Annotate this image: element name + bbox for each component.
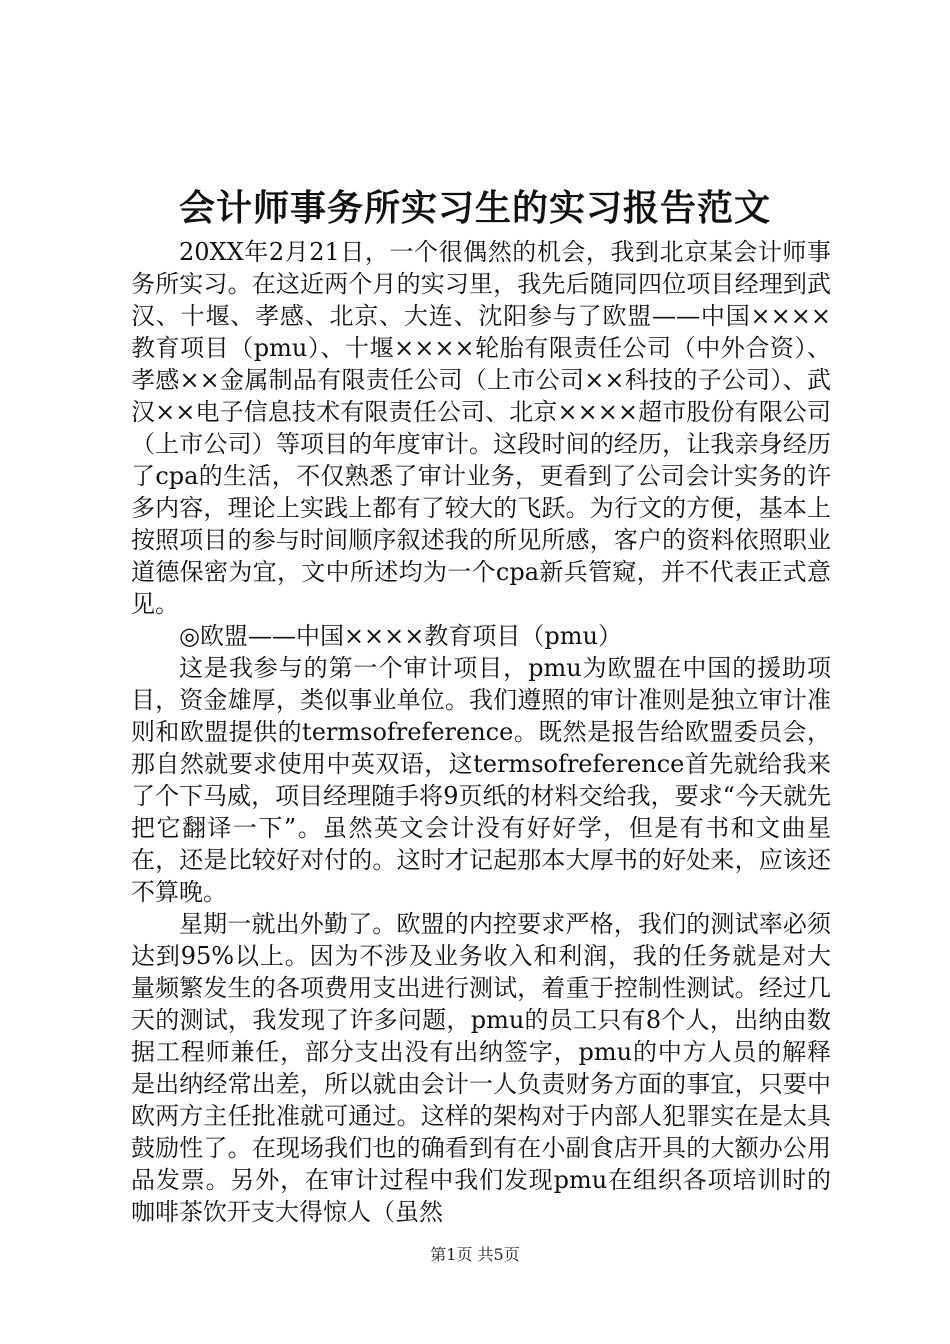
paragraph-intro: 20XX年2月21日，一个很偶然的机会，我到北京某会计师事务所实习。在这近两个月的实习里，我先后随同四位项目经理到武汉、十堰、孝感、北京、大连、沈阳参与了欧盟——中国××××教育项目（pmu）、十堰××××轮胎有限责任公司（中外合资）、孝感××金属制品有限责任公司（上市公司××科技的子公司）、武汉××电子信息技术有限责任公司、北京××××超市股份有限公司（上市公司）等项目的年度审计。这段时间的经历，让我亲身经历了cpa的生活，不仅熟悉了审计业务，更看到了公司会计实务的许多内容，理论上实践上都有了较大的飞跃。为行文的方便，基本上按照项目的参与时间顺序叙述我的所见所感，客户的资料依照职业道德保密为宜，文中所述均为一个cpa新兵管窥，并不代表正式意见。 — [131, 238, 831, 618]
paragraph-fieldwork: 星期一就出外勤了。欧盟的内控要求严格，我们的测试率必须达到95%以上。因为不涉及业务收入和利润，我的任务就是对大量频繁发生的各项费用支出进行测试，着重于控制性测试。经过几天的测试，我发现了许多问题，pmu的员工只有8个人，出纳由数据工程师兼任，部分支出没有出纳签字，pmu的中方人员的解释是出纳经常出差，所以就由会计一人负责财务方面的事宜，只要中欧两方主任批准就可通过。这样的架构对于内部人犯罪实在是太具鼓励性了。在现场我们也的确看到有在小副食店开具的大额办公用品发票。另外，在审计过程中我们发现pmu在组织各项培训时的咖啡茶饮开支大得惊人（虽然 — [131, 910, 831, 1226]
document-body — [131, 236, 831, 1228]
paragraph-first-project: 这是我参与的第一个审计项目，pmu为欧盟在中国的援助项目，资金雄厚，类似事业单位。我们遵照的审计准则是独立审计准则和欧盟提供的termsofreference。既然是报告给欧盟委员会，那自然就要求使用中英双语，这termsofreference首先就给我来了个下马威，项目经理随手将9页纸的材料交给我，要求“今天就先把它翻译一下”。虽然英文会计没有好好学，但是有书和文曲星在，还是比较好对付的。这时才记起那本大厚书的好处来，应该还不算晚。 — [131, 654, 831, 906]
page-number-footer: 第1页 共5页 — [430, 1245, 520, 1264]
section-heading: ◎欧盟——中国××××教育项目（pmu） — [179, 622, 622, 650]
document-title: 会计师事务所实习生的实习报告范文 — [178, 187, 771, 229]
